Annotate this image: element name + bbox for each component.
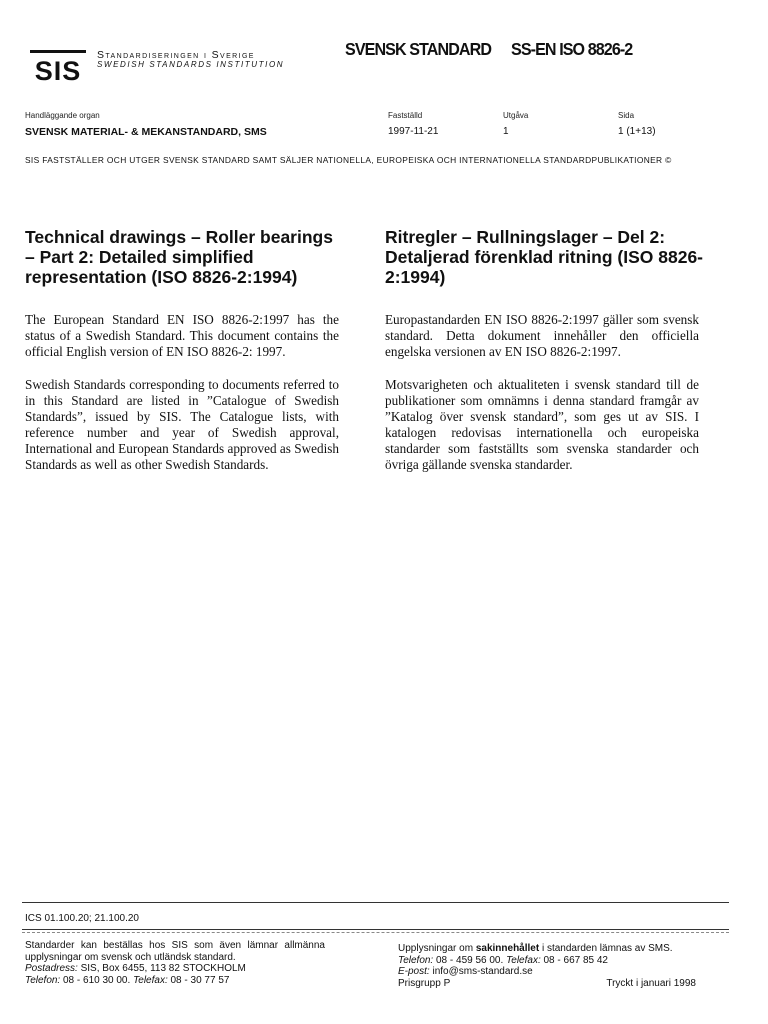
content-info-line	[398, 943, 696, 955]
content-info-bold: sakinnehållet	[475, 943, 540, 954]
title-english: Technical drawings – Roller bearings – Part 2: Detailed simplified representation (ISO 8826-2:1994)	[25, 227, 333, 287]
epost-label: E-post:	[398, 966, 430, 978]
paragraph-english-status: The European Standard EN ISO 8826-2:1997 has the status of a Swedish Standard. This document contains the official English version of EN ISO 8826-2: 1997.	[25, 312, 339, 359]
footer-divider-top	[22, 902, 729, 903]
sis-telefon-value: 08 - 610 30 00.	[63, 974, 131, 986]
sida-label: Sida	[618, 111, 635, 120]
faststalld-value: 1997-11-21	[388, 126, 439, 137]
footer-divider-middle	[22, 929, 729, 930]
standard-label: SVENSK STANDARD	[345, 39, 492, 59]
content-info-pre: Upplysningar om	[398, 943, 474, 954]
sis-telefax-label: Telefax:	[133, 974, 168, 986]
content-info	[398, 943, 696, 989]
ordering-info	[25, 940, 325, 986]
paragraph-swedish-catalogue: Motsvarigheten och aktualiteten i svensk standard till de publikationer som omnämns i denna standard framgår av ”Katalog över svensk standard”, som ges ut av SIS. I katalogen redovisas internationella och europeiska standarder som fastställts som svenska standarder och övriga gällande svenska standarder.	[385, 377, 699, 472]
tryckt-date: Tryckt i januari 1998	[606, 977, 696, 989]
sms-telefon-value: 08 - 459 56 00.	[436, 954, 504, 966]
organ-value: SVENSK MATERIAL- & MEKANSTANDARD, SMS	[25, 126, 267, 138]
faststalld-label: Fastställd	[388, 111, 423, 120]
sis-contact	[25, 975, 325, 987]
price-print-row	[398, 978, 696, 990]
content-info-post: i standarden lämnas av SMS.	[541, 943, 673, 954]
prisgrupp: Prisgrupp P	[398, 977, 451, 989]
postadress-label: Postadress:	[25, 963, 78, 975]
utgava-label: Utgåva	[503, 111, 529, 120]
sms-contact	[398, 955, 696, 967]
sms-telefax-label: Telefax:	[506, 954, 541, 966]
logo-text: SIS	[34, 56, 82, 82]
title-swedish: Ritregler – Rullningslager – Del 2: Detaljerad förenklad ritning (ISO 8826-2:1994)	[385, 227, 703, 287]
sis-logo	[30, 50, 86, 82]
institution-name-en: SWEDISH STANDARDS INSTITUTION	[97, 60, 285, 69]
sms-telefax-value: 08 - 667 85 42	[543, 954, 608, 966]
sis-telefax-value: 08 - 30 77 57	[170, 974, 230, 986]
paragraph-swedish-status: Europastandarden EN ISO 8826-2:1997 gäller som svensk standard. Detta dokument innehåller den officiella engelska versionen av EN ISO 8826-2:1997.	[385, 312, 699, 359]
sms-telefon-label: Telefon:	[398, 954, 434, 966]
footer-divider-dashed	[22, 932, 729, 933]
ics-codes: ICS 01.100.20; 21.100.20	[25, 913, 139, 924]
institution-name-sv: Standardiseringen i Sverige	[97, 49, 255, 61]
sis-postal-address	[25, 963, 325, 975]
sms-email	[398, 966, 696, 978]
postadress-value: SIS, Box 6455, 113 82 STOCKHOLM	[80, 963, 246, 975]
epost-value: info@sms-standard.se	[432, 966, 533, 978]
sida-value: 1 (1+13)	[618, 126, 656, 137]
ordering-text: Standarder kan beställas hos SIS som även lämnar allmänna upplysningar om svensk och utländsk standard.	[25, 940, 325, 963]
sis-telefon-label: Telefon:	[25, 974, 61, 986]
utgava-value: 1	[503, 126, 509, 137]
organ-label: Handläggande organ	[25, 111, 100, 120]
standard-number: SS-EN ISO 8826-2	[511, 39, 633, 59]
publication-notice: SIS FASTSTÄLLER OCH UTGER SVENSK STANDARD SAMT SÄLJER NATIONELLA, EUROPEISKA OCH INTERNATIONELLA STANDARDPUBLIKATIONER ©	[25, 155, 672, 165]
standard-title	[345, 39, 632, 60]
paragraph-english-catalogue: Swedish Standards corresponding to documents referred to in this Standard are listed in ”Catalogue of Swedish Standards”, issued by SIS. The Catalogue lists, with reference number and year of Swedish approval, International and European Standards approved as Swedish Standards as well as other Swedish Standards.	[25, 377, 339, 472]
